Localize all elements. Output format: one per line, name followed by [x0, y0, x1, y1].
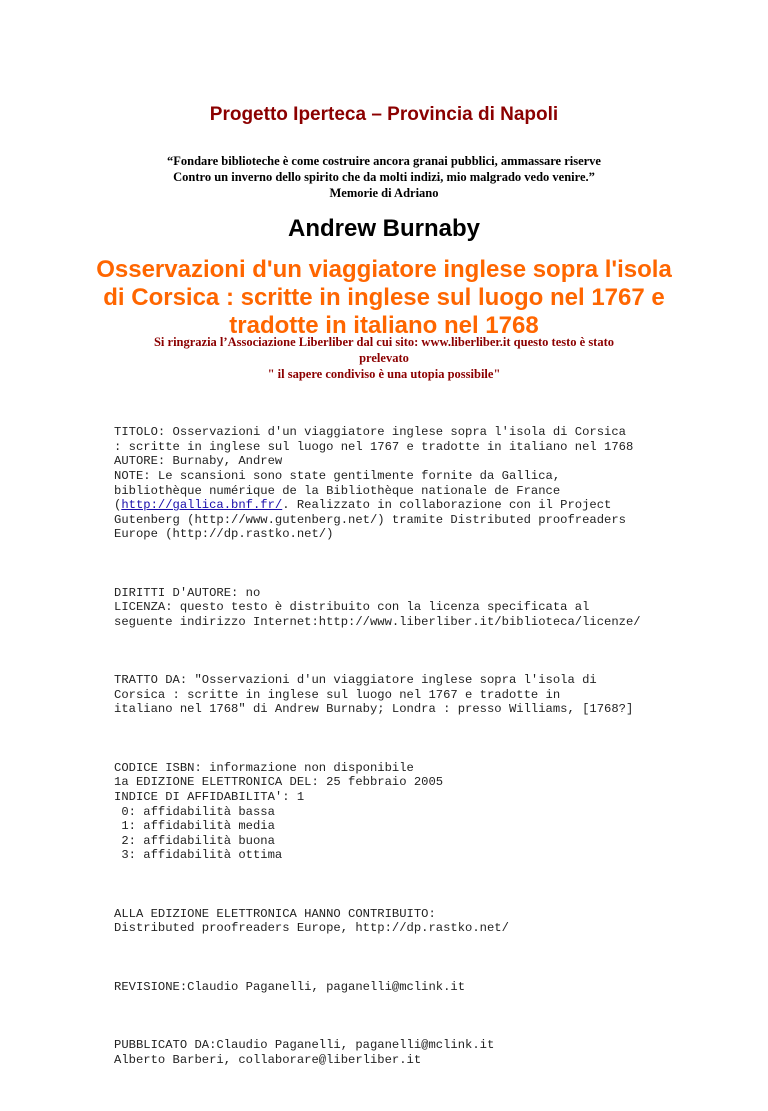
- metadata-body: [114, 396, 674, 1111]
- metadata-title-block: [114, 425, 674, 542]
- epigraph-line-2: Contro un inverno dello spirito che da molti indizi, mio malgrado vedo venire.”: [173, 170, 595, 184]
- author-name: Andrew Burnaby: [287, 215, 481, 242]
- epigraph-line-1: “Fondare biblioteche è come costruire ancora granai pubblici, ammassare riserve: [167, 154, 601, 168]
- metadata-line: Corsica : scritte in inglese sul luogo nel 1767 e tradotte in: [114, 687, 561, 702]
- metadata-line: INDICE DI AFFIDABILITA': 1: [114, 790, 305, 805]
- metadata-line: CODICE ISBN: informazione non disponibile: [114, 760, 414, 775]
- metadata-publisher-block: [114, 1038, 674, 1067]
- metadata-line: NOTE: Le scansioni sono state gentilmente fornite da Gallica,: [114, 468, 561, 483]
- metadata-line: bibliothèque numérique de la Bibliothèque nationale de France: [114, 483, 561, 498]
- metadata-line: PUBBLICATO DA:Claudio Paganelli, paganelli@mclink.it: [114, 1038, 495, 1053]
- metadata-line: Gutenberg (http://www.gutenberg.net/) tramite Distributed proofreaders: [114, 512, 626, 527]
- book-title-line-2: di Corsica : scritte in inglese sul luogo nel 1767 e: [103, 284, 665, 311]
- metadata-line: DIRITTI D'AUTORE: no: [114, 585, 261, 600]
- book-title: [90, 256, 678, 340]
- metadata-text: . Realizzato in collaborazione con il Project: [282, 498, 612, 513]
- metadata-line: italiano nel 1768" di Andrew Burnaby; Londra : presso Williams, [1768?]: [114, 702, 634, 717]
- epigraph-source: Memorie di Adriano: [329, 186, 439, 200]
- metadata-line: REVISIONE:Claudio Paganelli, paganelli@mclink.it: [114, 979, 466, 994]
- metadata-line: Alberto Barberi, collaborare@liberliber.it: [114, 1052, 422, 1067]
- acknowledgement-line-3: " il sapere condiviso è una utopia possibile": [267, 367, 501, 381]
- metadata-line: 1: affidabilità media: [114, 819, 275, 834]
- metadata-contributors-block: [114, 907, 674, 936]
- epigraph: [0, 153, 768, 201]
- metadata-line: TRATTO DA: "Osservazioni d'un viaggiatore inglese sopra l'isola di: [114, 673, 597, 688]
- metadata-line: Europe (http://dp.rastko.net/): [114, 527, 334, 542]
- metadata-revision-block: [114, 980, 674, 995]
- paren-open: (: [114, 498, 122, 513]
- metadata-line: TITOLO: Osservazioni d'un viaggiatore inglese sopra l'isola di Corsica: [114, 425, 626, 440]
- metadata-line: 0: affidabilità bassa: [114, 804, 275, 819]
- metadata-line: seguente indirizzo Internet:http://www.liberliber.it/biblioteca/licenze/: [114, 614, 641, 629]
- gallica-link[interactable]: http://gallica.bnf.fr/: [121, 498, 283, 513]
- metadata-edition-block: [114, 761, 674, 863]
- metadata-line: Distributed proofreaders Europe, http://dp.rastko.net/: [114, 921, 509, 936]
- book-title-line-1: Osservazioni d'un viaggiatore inglese sopra l'isola: [96, 256, 672, 283]
- metadata-license-block: [114, 586, 674, 630]
- metadata-line: 3: affidabilità ottima: [114, 848, 283, 863]
- book-title-line-3: tradotte in italiano nel 1768: [229, 312, 539, 339]
- project-title: Progetto Iperteca – Provincia di Napoli: [209, 104, 559, 125]
- metadata-line: LICENZA: questo testo è distribuito con la licenza specificata al: [114, 600, 590, 615]
- acknowledgement: [110, 334, 658, 382]
- metadata-line: ALLA EDIZIONE ELETTRONICA HANNO CONTRIBUITO:: [114, 906, 436, 921]
- metadata-line: 1a EDIZIONE ELETTRONICA DEL: 25 febbraio 2005: [114, 775, 444, 790]
- metadata-line: 2: affidabilità buona: [114, 833, 275, 848]
- metadata-line: [114, 498, 674, 513]
- metadata-line: AUTORE: Burnaby, Andrew: [114, 454, 283, 469]
- metadata-line: : scritte in inglese sul luogo nel 1767 e tradotte in italiano nel 1768: [114, 439, 634, 454]
- metadata-source-block: [114, 673, 674, 717]
- acknowledgement-line-1: Si ringrazia l’Associazione Liberliber dal cui sito: www.liberliber.it questo testo è stato: [153, 335, 615, 349]
- acknowledgement-line-2: prelevato: [359, 351, 409, 365]
